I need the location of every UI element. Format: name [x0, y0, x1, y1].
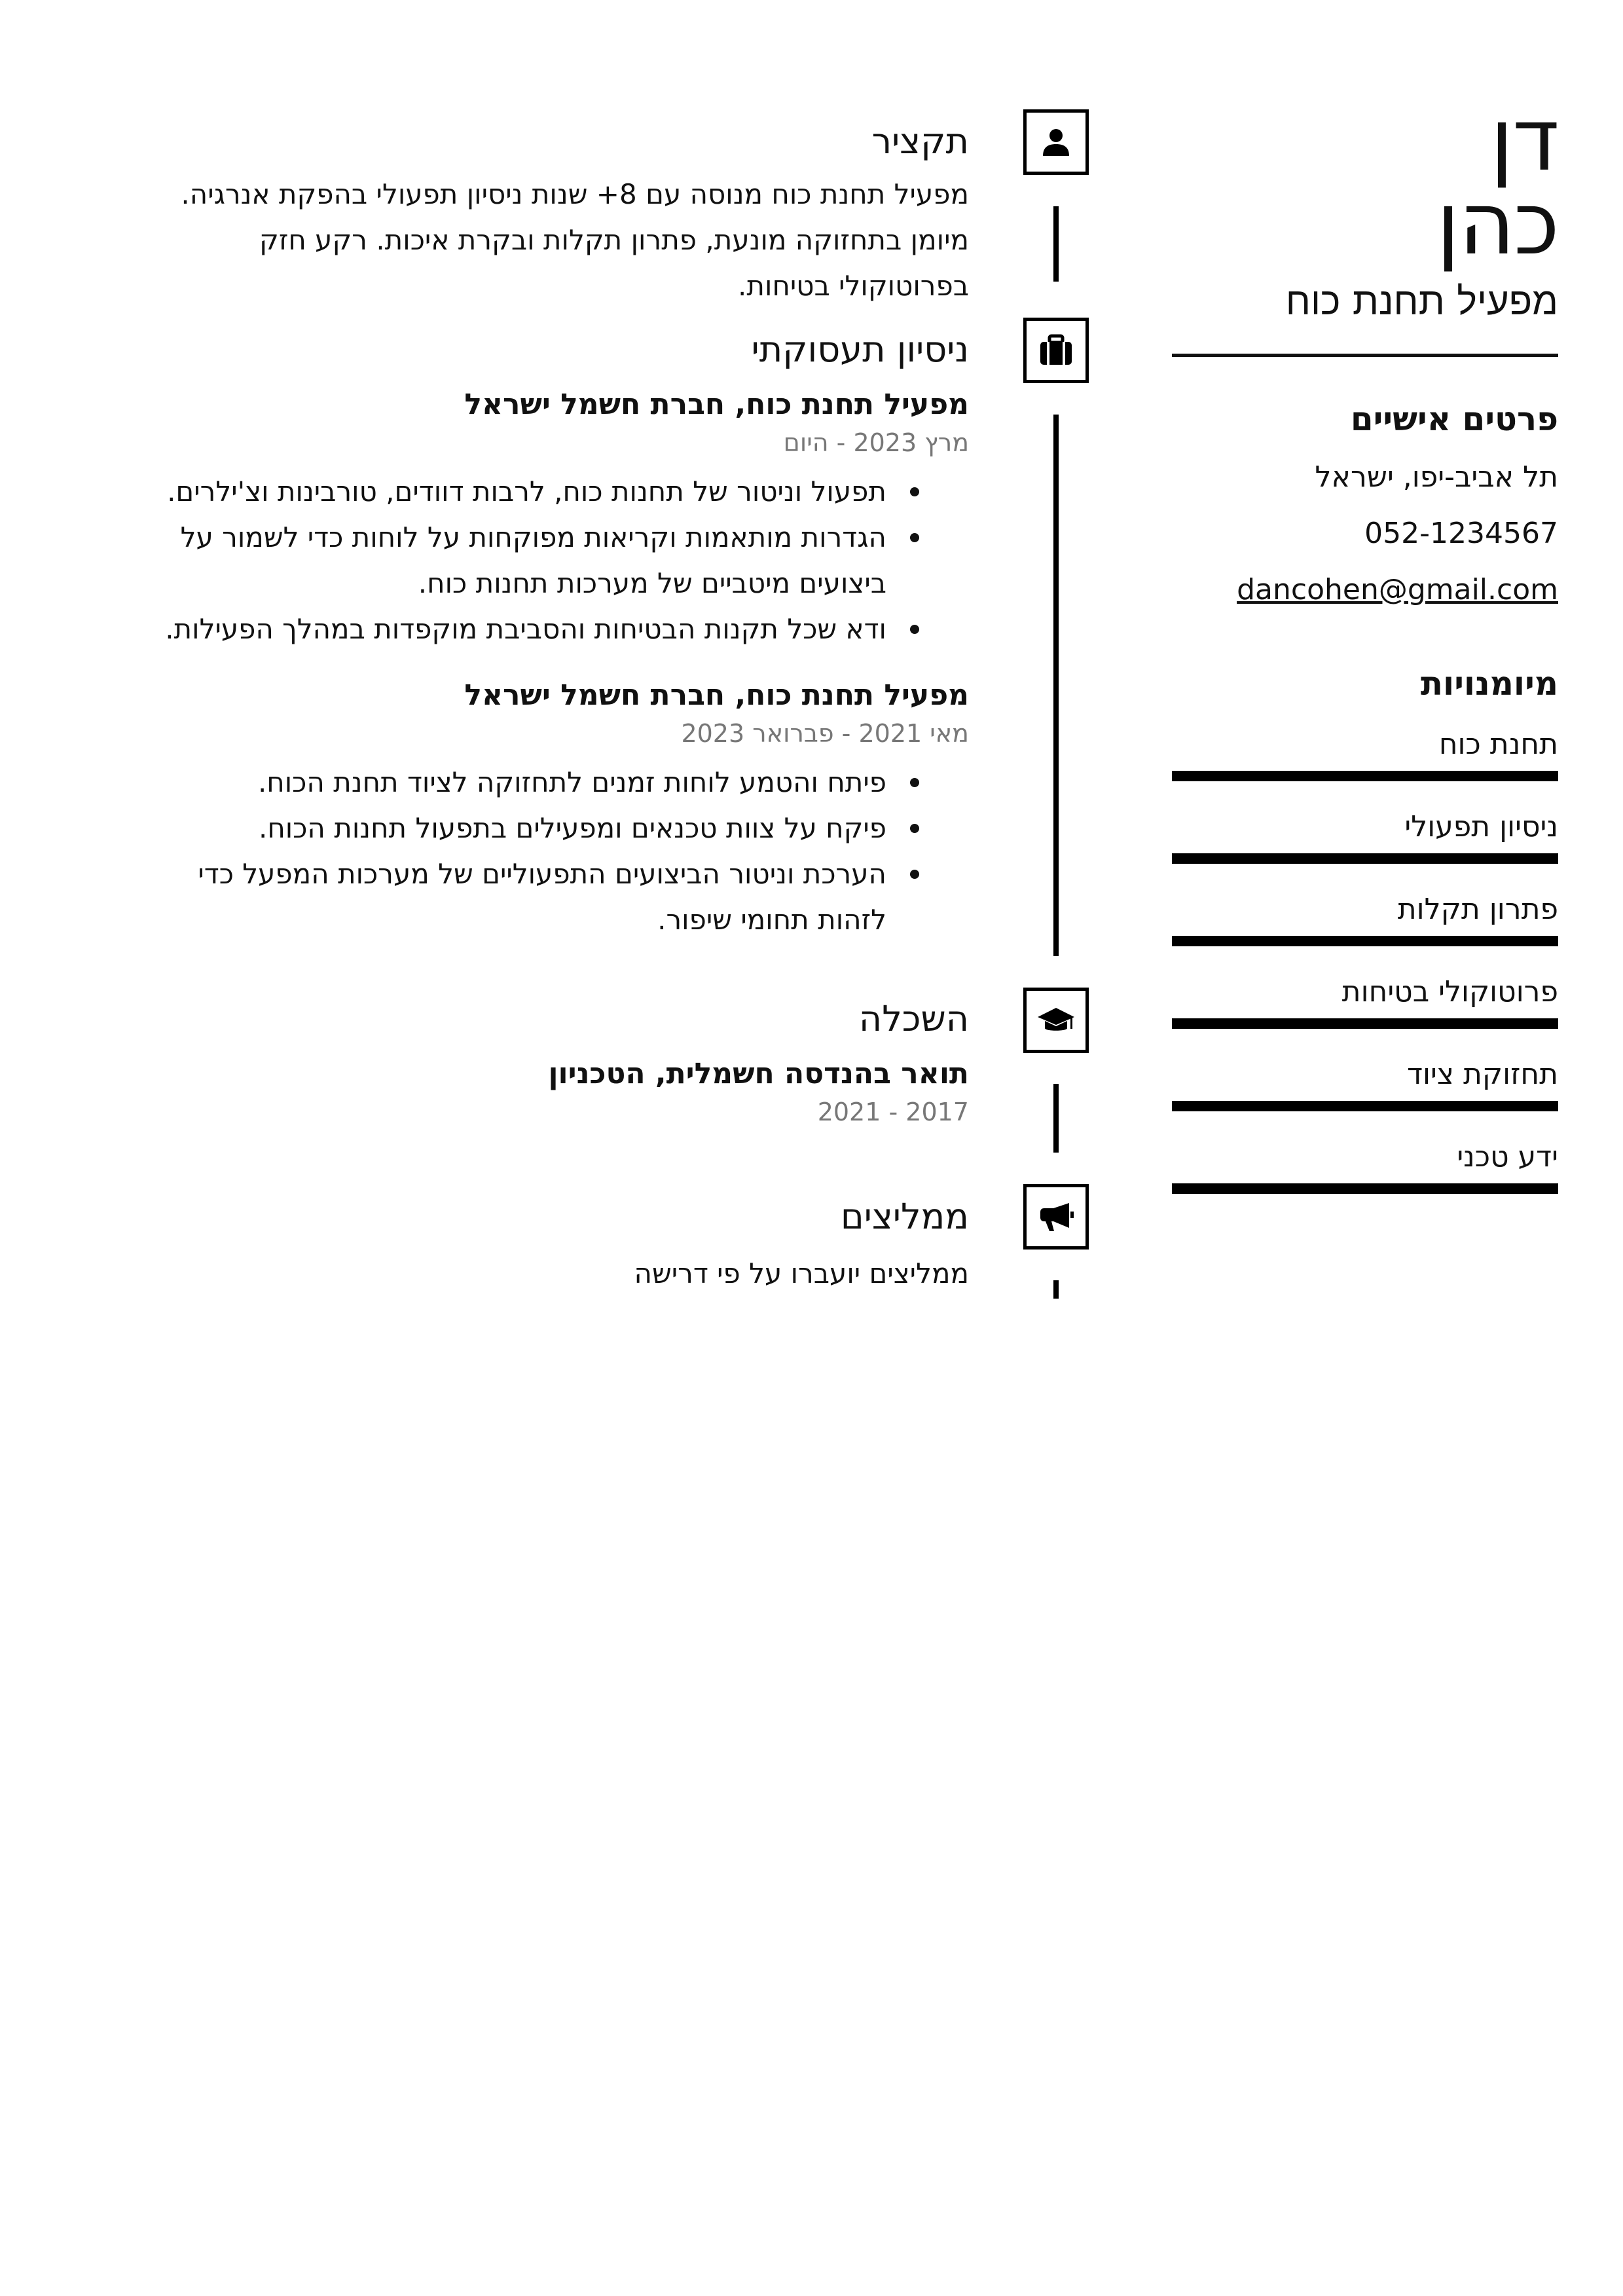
summary-text: מפעיל תחנת כוח מנוסה עם 8+ שנות ניסיון תפעולי בהפקת אנרגיה. מיומן בתחזוקה מונעת, פתרון תקלות ובקרת איכות. רקע חזק בפרוטוקולי בטיחות.	[181, 178, 969, 302]
job-dates: מאי 2021 - פברואר 2023	[681, 719, 969, 748]
timeline-line	[1053, 206, 1059, 282]
job-role: מפעיל תחנת כוח, חברת חשמל ישראל	[464, 678, 969, 712]
job-title: מפעיל תחנת כוח	[1285, 279, 1558, 324]
skill-label: תחנת כוח	[1438, 728, 1558, 761]
personal-details-heading: פרטים אישיים	[1350, 400, 1558, 438]
sidebar	[1172, 90, 1558, 1220]
skill-level-bar	[1172, 771, 1558, 781]
skills-heading: מיומנויות	[1420, 665, 1558, 703]
timeline-line	[1053, 1084, 1059, 1153]
duties-list	[124, 469, 969, 652]
job-role: מפעיל תחנת כוח, חברת חשמל ישראל	[464, 388, 969, 421]
skill-item	[1172, 1055, 1558, 1111]
list-item: ודא שכל תקנות הבטיחות והסביבת מוקפדות במהלך הפעילות.	[124, 606, 886, 652]
skill-item	[1172, 972, 1558, 1029]
duties-list	[124, 760, 969, 943]
divider	[1172, 354, 1558, 357]
skill-level-bar	[1172, 1018, 1558, 1029]
skill-item	[1172, 725, 1558, 781]
list-item: הגדרות מותאמות וקריאות מפוקחות על לוחות כדי לשמור על ביצועים מיטביים של מערכות תחנות כוח.	[124, 515, 886, 606]
user-icon	[1040, 126, 1072, 158]
education-dates: 2017 - 2021	[817, 1098, 969, 1126]
job-entry	[124, 675, 969, 943]
personal-details	[1172, 458, 1558, 610]
first-name: דן	[1489, 90, 1558, 191]
list-item: תפעול וניטור של תחנות כוח, לרבות דוודים, טורבינות וצ'ילרים.	[124, 469, 886, 515]
section-title: השכלה	[858, 998, 969, 1039]
list-item: הערכת וניטור הביצועים התפעוליים של מערכות המפעל כדי לזהות תחומי שיפור.	[124, 851, 886, 943]
list-item: פיקח על צוות טכנאים ומפעילים בתפעול תחנות הכוח.	[124, 805, 886, 851]
graduation-cap-icon	[1036, 1005, 1076, 1035]
skill-item	[1172, 807, 1558, 864]
section-title: ניסיון תעסוקתי	[751, 329, 969, 370]
timeline-line	[1053, 415, 1059, 956]
references-text: ממליצים יועברו על פי דרישה	[634, 1257, 969, 1289]
skill-label: תחזוקת ציוד	[1407, 1058, 1558, 1091]
skill-label: ידע טכני	[1457, 1140, 1558, 1174]
skill-label: פתרון תקלות	[1397, 893, 1558, 926]
job-entry	[124, 384, 969, 652]
skill-label: פרוטוקולי בטיחות	[1341, 975, 1558, 1009]
references-icon-box	[1023, 1184, 1089, 1250]
skill-level-bar	[1172, 1183, 1558, 1194]
references-section	[124, 1192, 969, 1297]
timeline	[1023, 0, 1089, 2296]
phone: 052-1234567	[1364, 517, 1558, 550]
briefcase-icon	[1038, 334, 1074, 367]
section-title: ממליצים	[840, 1196, 969, 1237]
last-name: כהן	[1436, 174, 1558, 274]
timeline-line	[1053, 1280, 1059, 1299]
summary-section	[124, 117, 969, 309]
skills-list	[1172, 725, 1558, 1194]
education-icon-box	[1023, 988, 1089, 1053]
skill-level-bar	[1172, 1101, 1558, 1111]
megaphone-icon	[1038, 1200, 1074, 1233]
skill-level-bar	[1172, 936, 1558, 946]
skill-label: ניסיון תפעולי	[1404, 810, 1558, 843]
skill-level-bar	[1172, 853, 1558, 864]
skill-item	[1172, 1138, 1558, 1194]
job-dates: מרץ 2023 - היום	[783, 428, 969, 457]
experience-section	[124, 325, 969, 943]
experience-icon-box	[1023, 318, 1089, 383]
section-title: תקציר	[871, 120, 969, 162]
degree: תואר בהנדסה חשמלית, הטכניון	[548, 1057, 969, 1090]
education-section	[124, 994, 969, 1129]
list-item: פיתח והטמע לוחות זמנים לתחזוקה לציוד תחנת הכוח.	[124, 760, 886, 805]
email-link[interactable]: dancohen@gmail.com	[1237, 573, 1558, 606]
skill-item	[1172, 890, 1558, 946]
location: תל אביב-יפו, ישראל	[1315, 460, 1558, 494]
summary-icon-box	[1023, 109, 1089, 175]
